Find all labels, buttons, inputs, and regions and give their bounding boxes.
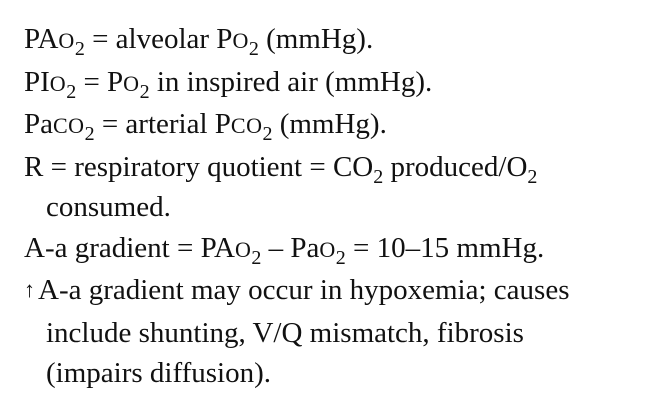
r-definition (24, 147, 634, 188)
note-line-3: (impairs diffusion). (46, 357, 271, 389)
gradient-o-label-2: O (319, 236, 336, 262)
note-line-1 (24, 270, 634, 313)
paco2-p-co-label: CO (230, 113, 263, 138)
pao2-definition (24, 19, 634, 62)
gradient-text-1: A-a gradient = PA (24, 231, 236, 264)
formula-notes (24, 19, 634, 394)
pio2-tail: in inspired air (mmHg). (149, 65, 433, 98)
gradient-o-label-1: O (235, 236, 252, 262)
paco2-definition (24, 104, 634, 147)
r-text-2: produced/O (383, 150, 528, 183)
paco2-prefix: Pa (24, 108, 53, 140)
gradient-subscript-1: 2 (251, 246, 262, 269)
gradient-mid: – Pa (261, 231, 320, 264)
pao2-p-subscript: 2 (248, 38, 259, 60)
pio2-prefix: PI (24, 65, 50, 98)
pio2-p-o-label: O (123, 70, 140, 96)
gradient-subscript-2: 2 (335, 246, 346, 269)
paco2-equals: = arterial P (94, 108, 231, 140)
pio2-p-subscript: 2 (139, 80, 150, 103)
note-line-2: include shunting, V/Q mismatch, fibrosis (46, 316, 524, 349)
r-subscript-2: 2 (527, 165, 538, 188)
r-subscript-1: 2 (373, 165, 384, 188)
pio2-o-label: O (49, 70, 67, 96)
paco2-tail: (mmHg). (272, 108, 387, 140)
pio2-equals: = P (76, 65, 124, 98)
r-definition-continuation: consumed. (46, 191, 171, 223)
paco2-subscript: 2 (84, 123, 95, 145)
pao2-p-o-label: O (232, 28, 249, 53)
gradient-tail: = 10–15 mmHg. (345, 231, 545, 264)
note-text-1: A-a gradient may occur in hypoxemia; causes (38, 274, 570, 306)
pio2-subscript: 2 (66, 80, 77, 103)
paco2-co-label: CO (53, 113, 85, 138)
up-arrow-icon: ↑ (24, 277, 35, 302)
gradient-formula (24, 228, 634, 271)
pao2-tail: (mmHg). (258, 23, 374, 55)
r-text-1: R = respiratory quotient = CO (24, 150, 374, 183)
pao2-subscript: 2 (74, 38, 85, 60)
pao2-o-label: O (58, 28, 75, 53)
pao2-prefix: PA (24, 23, 59, 55)
pao2-equals: = alveolar P (84, 23, 233, 55)
paco2-p-subscript: 2 (262, 123, 273, 145)
pio2-definition (24, 62, 634, 105)
